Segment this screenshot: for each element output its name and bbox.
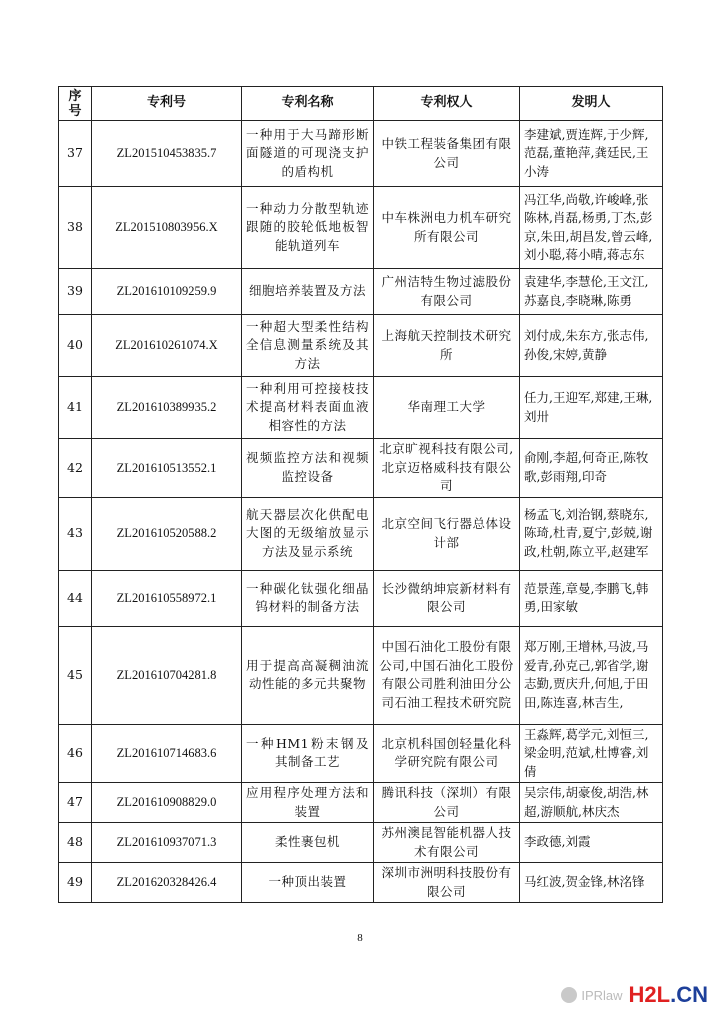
patent-number: ZL201610389935.2: [92, 377, 242, 439]
patent-name: 一种利用可控接枝技术提高材料表面血液相容性的方法: [242, 377, 374, 439]
patentee: 中车株洲电力机车研究所有限公司: [374, 187, 520, 269]
patentee: 华南理工大学: [374, 377, 520, 439]
row-index: 48: [59, 823, 92, 863]
page-number: 8: [357, 932, 363, 944]
table-row: [59, 823, 663, 863]
patent-name: 视频监控方法和视频监控设备: [242, 439, 374, 498]
table-row: [59, 121, 663, 187]
table-row: [59, 783, 663, 823]
inventors: 杨孟飞,刘治钢,蔡晓东,陈琦,杜青,夏宁,彭兢,谢政,杜朝,陈立平,赵建军: [520, 497, 663, 570]
table-row: [59, 626, 663, 724]
table-row: [59, 269, 663, 315]
patent-name: 一种动力分散型轨迹跟随的胶轮低地板智能轨道列车: [242, 187, 374, 269]
patentee: 深圳市洲明科技股份有限公司: [374, 863, 520, 903]
table-row: [59, 439, 663, 498]
watermark: [561, 982, 708, 1008]
patent-name: 一种用于大马蹄形断面隧道的可现浇支护的盾构机: [242, 121, 374, 187]
inventors: 李政德,刘霞: [520, 823, 663, 863]
patent-name: 一种顶出装置: [242, 863, 374, 903]
header-patent-name: 专利名称: [242, 87, 374, 121]
patentee: 腾讯科技（深圳）有限公司: [374, 783, 520, 823]
inventors: 王淼辉,葛学元,刘恒三,梁金明,范斌,杜博睿,刘倩: [520, 724, 663, 783]
patent-number: ZL201610704281.8: [92, 626, 242, 724]
inventors: 范景莲,章曼,李鹏飞,韩勇,田家敏: [520, 570, 663, 626]
table-row: [59, 570, 663, 626]
table-header-row: [59, 87, 663, 121]
inventors: 冯江华,尚敬,许峻峰,张陈林,肖磊,杨勇,丁杰,彭京,朱田,胡昌发,曾云峰,刘小聪,蒋小晴,蒋志东: [520, 187, 663, 269]
inventors: 任力,王迎军,郑建,王琳,刘卅: [520, 377, 663, 439]
row-index: 47: [59, 783, 92, 823]
header-patent-number: 专利号: [92, 87, 242, 121]
table-row: [59, 377, 663, 439]
table-row: [59, 497, 663, 570]
row-index: 41: [59, 377, 92, 439]
patent-name: 柔性裹包机: [242, 823, 374, 863]
inventors: 马红波,贺金锋,林洺锋: [520, 863, 663, 903]
patentee: 中国石油化工股份有限公司,中国石油化工股份有限公司胜利油田分公司石油工程技术研究院: [374, 626, 520, 724]
row-index: 44: [59, 570, 92, 626]
patent-name: 航天器层次化供配电大图的无级缩放显示方法及显示系统: [242, 497, 374, 570]
patentee: 北京机科国创轻量化科学研究院有限公司: [374, 724, 520, 783]
patent-name: 一种超大型柔性结构全信息测量系统及其方法: [242, 315, 374, 377]
header-index: 序号: [59, 87, 92, 121]
row-index: 45: [59, 626, 92, 724]
patent-number: ZL201610109259.9: [92, 269, 242, 315]
row-index: 42: [59, 439, 92, 498]
row-index: 37: [59, 121, 92, 187]
inventors: 吴宗伟,胡豪俊,胡浩,林超,游顺航,林庆杰: [520, 783, 663, 823]
row-index: 40: [59, 315, 92, 377]
patent-number: ZL201610261074.X: [92, 315, 242, 377]
wechat-icon: [561, 987, 577, 1003]
patentee: 广州洁特生物过滤股份有限公司: [374, 269, 520, 315]
patent-name: 细胞培养装置及方法: [242, 269, 374, 315]
inventors: 袁建华,李慧伦,王文江,苏嘉良,李晓琳,陈勇: [520, 269, 663, 315]
patent-number: ZL201610937071.3: [92, 823, 242, 863]
patent-number: ZL201610908829.0: [92, 783, 242, 823]
row-index: 39: [59, 269, 92, 315]
patentee: 长沙微纳坤宸新材料有限公司: [374, 570, 520, 626]
inventors: 李建斌,贾连辉,于少辉,范磊,董艳萍,龚廷民,王小涛: [520, 121, 663, 187]
inventors: 俞刚,李超,何奇正,陈牧歌,彭雨翔,印奇: [520, 439, 663, 498]
patentee: 苏州澳昆智能机器人技术有限公司: [374, 823, 520, 863]
table-row: [59, 315, 663, 377]
patent-name: 应用程序处理方法和装置: [242, 783, 374, 823]
row-index: 46: [59, 724, 92, 783]
watermark-text: IPRlaw: [581, 987, 623, 1003]
patent-number: ZL201610714683.6: [92, 724, 242, 783]
patentee: 上海航天控制技术研究所: [374, 315, 520, 377]
patent-name: 用于提高高凝稠油流动性能的多元共聚物: [242, 626, 374, 724]
table-row: [59, 863, 663, 903]
patentee: 北京旷视科技有限公司,北京迈格威科技有限公司: [374, 439, 520, 498]
patent-number: ZL201610513552.1: [92, 439, 242, 498]
inventors: 郑万刚,王增林,马波,马爱青,孙克己,郭省学,谢志勤,贾庆升,何旭,于田田,陈连喜,林吉生,: [520, 626, 663, 724]
header-inventors: 发明人: [520, 87, 663, 121]
row-index: 43: [59, 497, 92, 570]
patent-number: ZL201610558972.1: [92, 570, 242, 626]
patent-table: [58, 86, 663, 903]
table-row: [59, 187, 663, 269]
header-patentee: 专利权人: [374, 87, 520, 121]
patent-number: ZL201610520588.2: [92, 497, 242, 570]
patent-number: ZL201510453835.7: [92, 121, 242, 187]
patentee: 北京空间飞行器总体设计部: [374, 497, 520, 570]
table-row: [59, 724, 663, 783]
row-index: 38: [59, 187, 92, 269]
inventors: 刘付成,朱东方,张志伟,孙俊,宋婷,黄静: [520, 315, 663, 377]
patent-number: ZL201620328426.4: [92, 863, 242, 903]
row-index: 49: [59, 863, 92, 903]
patentee: 中铁工程装备集团有限公司: [374, 121, 520, 187]
site-logo: H2L.CN: [628, 982, 708, 1007]
patent-number: ZL201510803956.X: [92, 187, 242, 269]
patent-name: 一种HM1粉末钢及其制备工艺: [242, 724, 374, 783]
patent-name: 一种碳化钛强化细晶钨材料的制备方法: [242, 570, 374, 626]
